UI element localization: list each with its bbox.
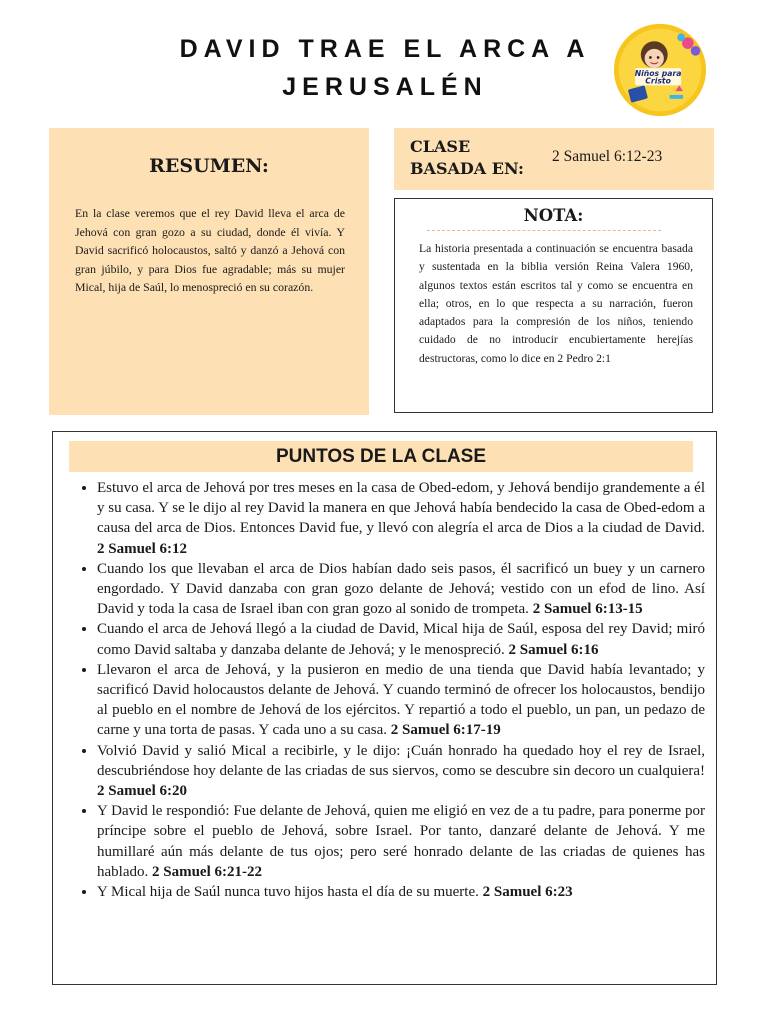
point-text: Cuando los que llevaban el arca de Dios habían dado seis pasos, él sacrificó un buey y un carnero engordado. Y David danzaba con gran gozo delante de Jehová; vestido con un efod de lino. Así David y toda la casa de Israel iban con gran gozo al sonido de trompeta. — [97, 560, 705, 618]
nota-text: La historia presentada a continuación se encuentra basada y sustentada en la biblia versión Reina Valera 1960, algunos textos están escritos tal y como se encuentra en ella; otros, en lo que respecta a su narración, fueron adaptados para la compresión de los niños, teniendo cuidado de no introducir encubiertamente herejías destructoras, como lo dice en 2 Pedro 2:1 — [419, 242, 693, 365]
point-text: Y Mical hija de Saúl nunca tuvo hijos hasta el día de su muerte. — [97, 884, 479, 901]
list-item — [97, 660, 705, 741]
point-reference: 2 Samuel 6:16 — [508, 641, 599, 658]
point-reference: 2 Samuel 6:20 — [97, 783, 187, 800]
svg-text:Cristo: Cristo — [645, 76, 671, 86]
point-text: Cuando el arca de Jehová llegó a la ciudad de David, Mical hija de Saúl, esposa del rey David; miró como David saltaba y danzaba delante de Jehová; y le menospreció. — [97, 621, 705, 658]
nota-box — [394, 198, 713, 413]
list-item — [97, 741, 705, 802]
clase-reference: 2 Samuel 6:12-23 — [552, 148, 663, 165]
clase-basada-label: CLASE BASADA EN: — [410, 137, 524, 178]
page-title: DAVID TRAE EL ARCA A JERUSALÉN — [179, 35, 591, 101]
point-reference: 2 Samuel 6:23 — [482, 884, 573, 901]
point-reference: 2 Samuel 6:21-22 — [151, 863, 262, 880]
list-item — [97, 478, 705, 559]
list-item — [97, 882, 705, 902]
point-reference: 2 Samuel 6:13-15 — [532, 601, 643, 618]
clase-basada-box — [394, 128, 714, 190]
resumen-box — [49, 128, 369, 415]
point-reference: 2 Samuel 6:12 — [97, 540, 187, 557]
point-reference: 2 Samuel 6:17-19 — [390, 722, 501, 739]
puntos-list — [81, 478, 705, 902]
puntos-heading: PUNTOS DE LA CLASE — [69, 441, 693, 472]
ninos-para-cristo-logo — [612, 22, 708, 118]
point-text: Volvió David y salió Mical a recibirle, y le dijo: ¡Cuán honrado ha quedado hoy el rey de Israel, descubriéndose hoy delante de las criadas de sus siervos, como se descubre sin decoro un cualquiera! — [97, 742, 705, 779]
list-item — [97, 619, 705, 659]
point-text: Estuvo el arca de Jehová por tres meses en la casa de Obed-edom, y Jehová bendijo grandemente a él y su casa. Y se le dijo al rey David la manera en que Jehová había bendecido la casa de Obed-edom a causa del arca de Dios. Entonces David fue, y llevó con alegría el arca de Dios a la ciudad de David. — [97, 480, 705, 537]
nota-heading: NOTA: — [523, 206, 584, 225]
resumen-text: En la clase veremos que el rey David lleva el arca de Jehová con gran gozo a su ciudad, donde él vivía. Y David sacrificó holocaustos, saltó y danzó a Jehová con gran júbilo, y para Dios fue agradable; más su mujer Mical, hija de Saúl, lo menospreció en su corazón. — [75, 206, 345, 294]
list-item — [97, 559, 705, 620]
nota-divider — [427, 230, 661, 231]
resumen-heading: RESUMEN: — [149, 155, 269, 177]
point-text: Llevaron el arca de Jehová, y la pusieron en medio de una tienda que David había levantado; y sacrificó David holocaustos delante de Jehová. Y cuando terminó de ofrecer los holocaustos, bendijo al pueblo en el nombre de Jehová de los ejércitos. Y repartió a todo el pueblo, un pan, un pedazo de carne y una torta de pasas. Y cada uno a su casa. — [97, 661, 705, 739]
list-item — [97, 801, 705, 882]
svg-text:Niños para: Niños para — [634, 68, 682, 78]
puntos-box — [52, 431, 717, 985]
point-text: Y David le respondió: Fue delante de Jehová, quien me eligió en vez de a tu padre, para ponerme por príncipe sobre el pueblo de Jehová, sobre Israel. Por tanto, danzaré delante de Jehová. Y me humillaré aún más delante de tus ojos; pero seré honrado delante de las criadas de quienes has hablado. — [97, 803, 705, 880]
